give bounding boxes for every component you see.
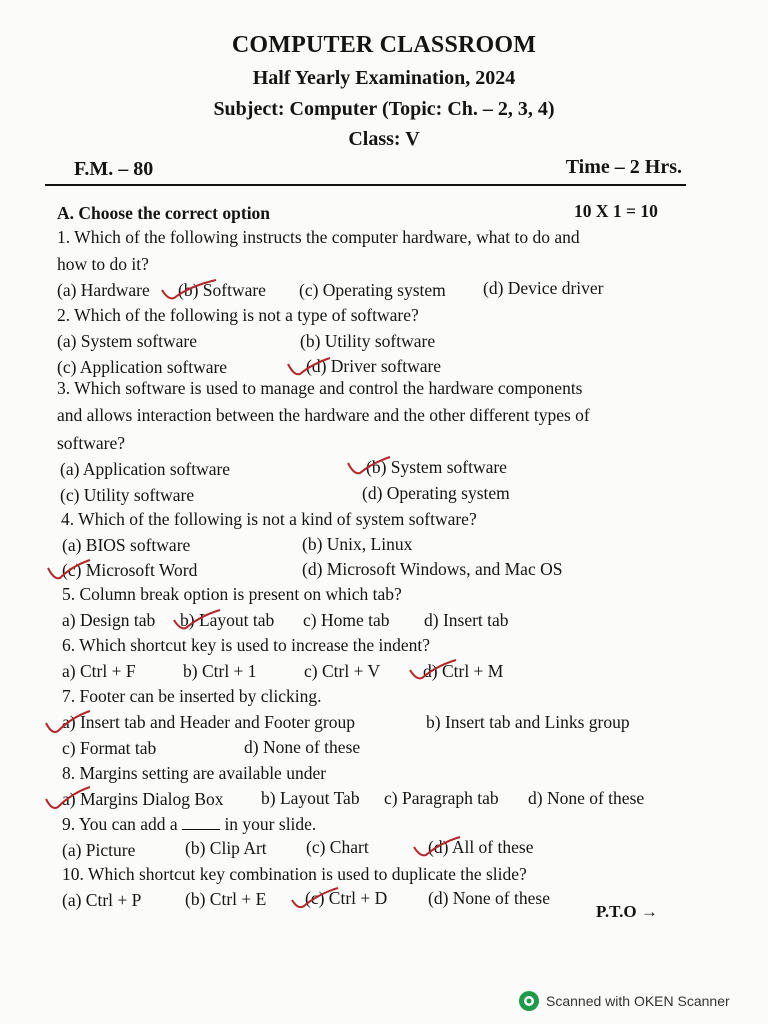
q9-option-b: (b) Clip Art [185,838,267,858]
fill-in-blank [182,815,220,830]
q1-option-b: (b) Software [178,280,266,300]
q4-option-c: (c) Microsoft Word [62,560,198,580]
q5-option-d: d) Insert tab [424,610,509,630]
q8-option-d: d) None of these [528,788,645,808]
q7-option-a: a) Insert tab and Header and Footer group [62,712,356,732]
q8-option-c: c) Paragraph tab [384,788,499,808]
q5-option-c: c) Home tab [303,610,390,630]
tick-mark-icon [44,709,94,737]
q4-option-b: (b) Unix, Linux [302,534,413,554]
tick-mark-icon [286,356,334,380]
q10-option-c: (c) Ctrl + D [305,888,388,908]
question-6: 6. Which shortcut key is used to increase the indent? [62,635,431,655]
question-9-end: in your slide. [224,814,317,834]
tick-mark-icon [46,558,94,582]
question-8: 8. Margins setting are available under [62,763,327,783]
question-3-cont2: software? [57,433,126,453]
section-title: A. Choose the correct option [57,203,271,223]
question-7: 7. Footer can be inserted by clicking. [62,686,322,706]
tick-mark-icon [408,658,460,684]
question-1-cont: how to do it? [57,254,149,274]
scanner-logo-icon [518,990,540,1012]
q3-option-d: (d) Operating system [362,483,510,503]
q9-option-c: (c) Chart [306,837,369,857]
full-marks: F.M. – 80 [74,158,154,180]
q6-option-d: d) Ctrl + M [423,661,504,681]
q3-option-b: (b) System software [366,457,507,477]
q2-option-c: (c) Application software [57,357,228,377]
exam-title: Half Yearly Examination, 2024 [252,67,516,89]
q1-option-a: (a) Hardware [57,280,150,300]
q7-option-c: c) Format tab [62,738,157,758]
q1-option-d: (d) Device driver [483,278,604,298]
q8-option-a: a) Margins Dialog Box [62,789,224,809]
q3-option-a: (a) Application software [60,459,231,479]
q1-option-c: (c) Operating system [299,280,446,300]
q10-option-a: (a) Ctrl + P [62,890,142,910]
q7-option-d: d) None of these [244,737,361,757]
q7-option-b: b) Insert tab and Links group [426,712,630,732]
watermark-text: Scanned with OKEN Scanner [546,993,730,1009]
tick-mark-icon [346,455,394,479]
subject-line: Subject: Computer (Topic: Ch. – 2, 3, 4) [213,98,555,120]
q4-option-a: (a) BIOS software [62,535,191,555]
tick-mark-icon [412,835,464,861]
question-10: 10. Which shortcut key combination is used to duplicate the slide? [62,864,527,884]
question-5: 5. Column break option is present on which tab? [62,584,402,604]
q2-option-b: (b) Utility software [300,331,436,351]
school-name: COMPUTER CLASSROOM [231,32,537,58]
q2-option-a: (a) System software [57,331,197,351]
tick-mark-icon [290,886,342,912]
class-line: Class: V [348,128,420,150]
tick-mark-icon [172,608,224,634]
question-9 [62,814,316,835]
q9-option-a: (a) Picture [62,840,136,860]
scanner-watermark [518,990,730,1012]
q6-option-a: a) Ctrl + F [62,661,136,681]
q4-option-d: (d) Microsoft Windows, and Mac OS [302,559,563,579]
q3-option-c: (c) Utility software [60,485,195,505]
please-turn-over: P.T.O → [596,902,658,921]
question-3-cont: and allows interaction between the hardware and the other different types of [57,405,590,425]
question-2: 2. Which of the following is not a type of software? [57,305,419,325]
question-3: 3. Which software is used to manage and control the hardware components [57,378,583,398]
q9-option-d: (d) All of these [428,837,534,857]
section-marks: 10 X 1 = 10 [574,201,658,221]
q6-option-b: b) Ctrl + 1 [183,661,257,681]
q8-option-b: b) Layout Tab [261,788,360,808]
question-1: 1. Which of the following instructs the computer hardware, what to do and [57,227,580,247]
time-allowed: Time – 2 Hrs. [565,156,682,178]
header-divider [45,184,686,186]
q2-option-d: (d) Driver software [306,356,442,376]
question-4: 4. Which of the following is not a kind of system software? [61,509,477,529]
q10-option-b: (b) Ctrl + E [185,889,267,909]
q5-option-a: a) Design tab [62,610,156,630]
question-9-start: 9. You can add a [62,814,178,834]
q5-option-b: b) Layout tab [180,610,275,630]
tick-mark-icon [160,278,220,304]
q6-option-c: c) Ctrl + V [304,661,381,681]
tick-mark-icon [44,785,94,813]
q10-option-d: (d) None of these [428,888,550,908]
